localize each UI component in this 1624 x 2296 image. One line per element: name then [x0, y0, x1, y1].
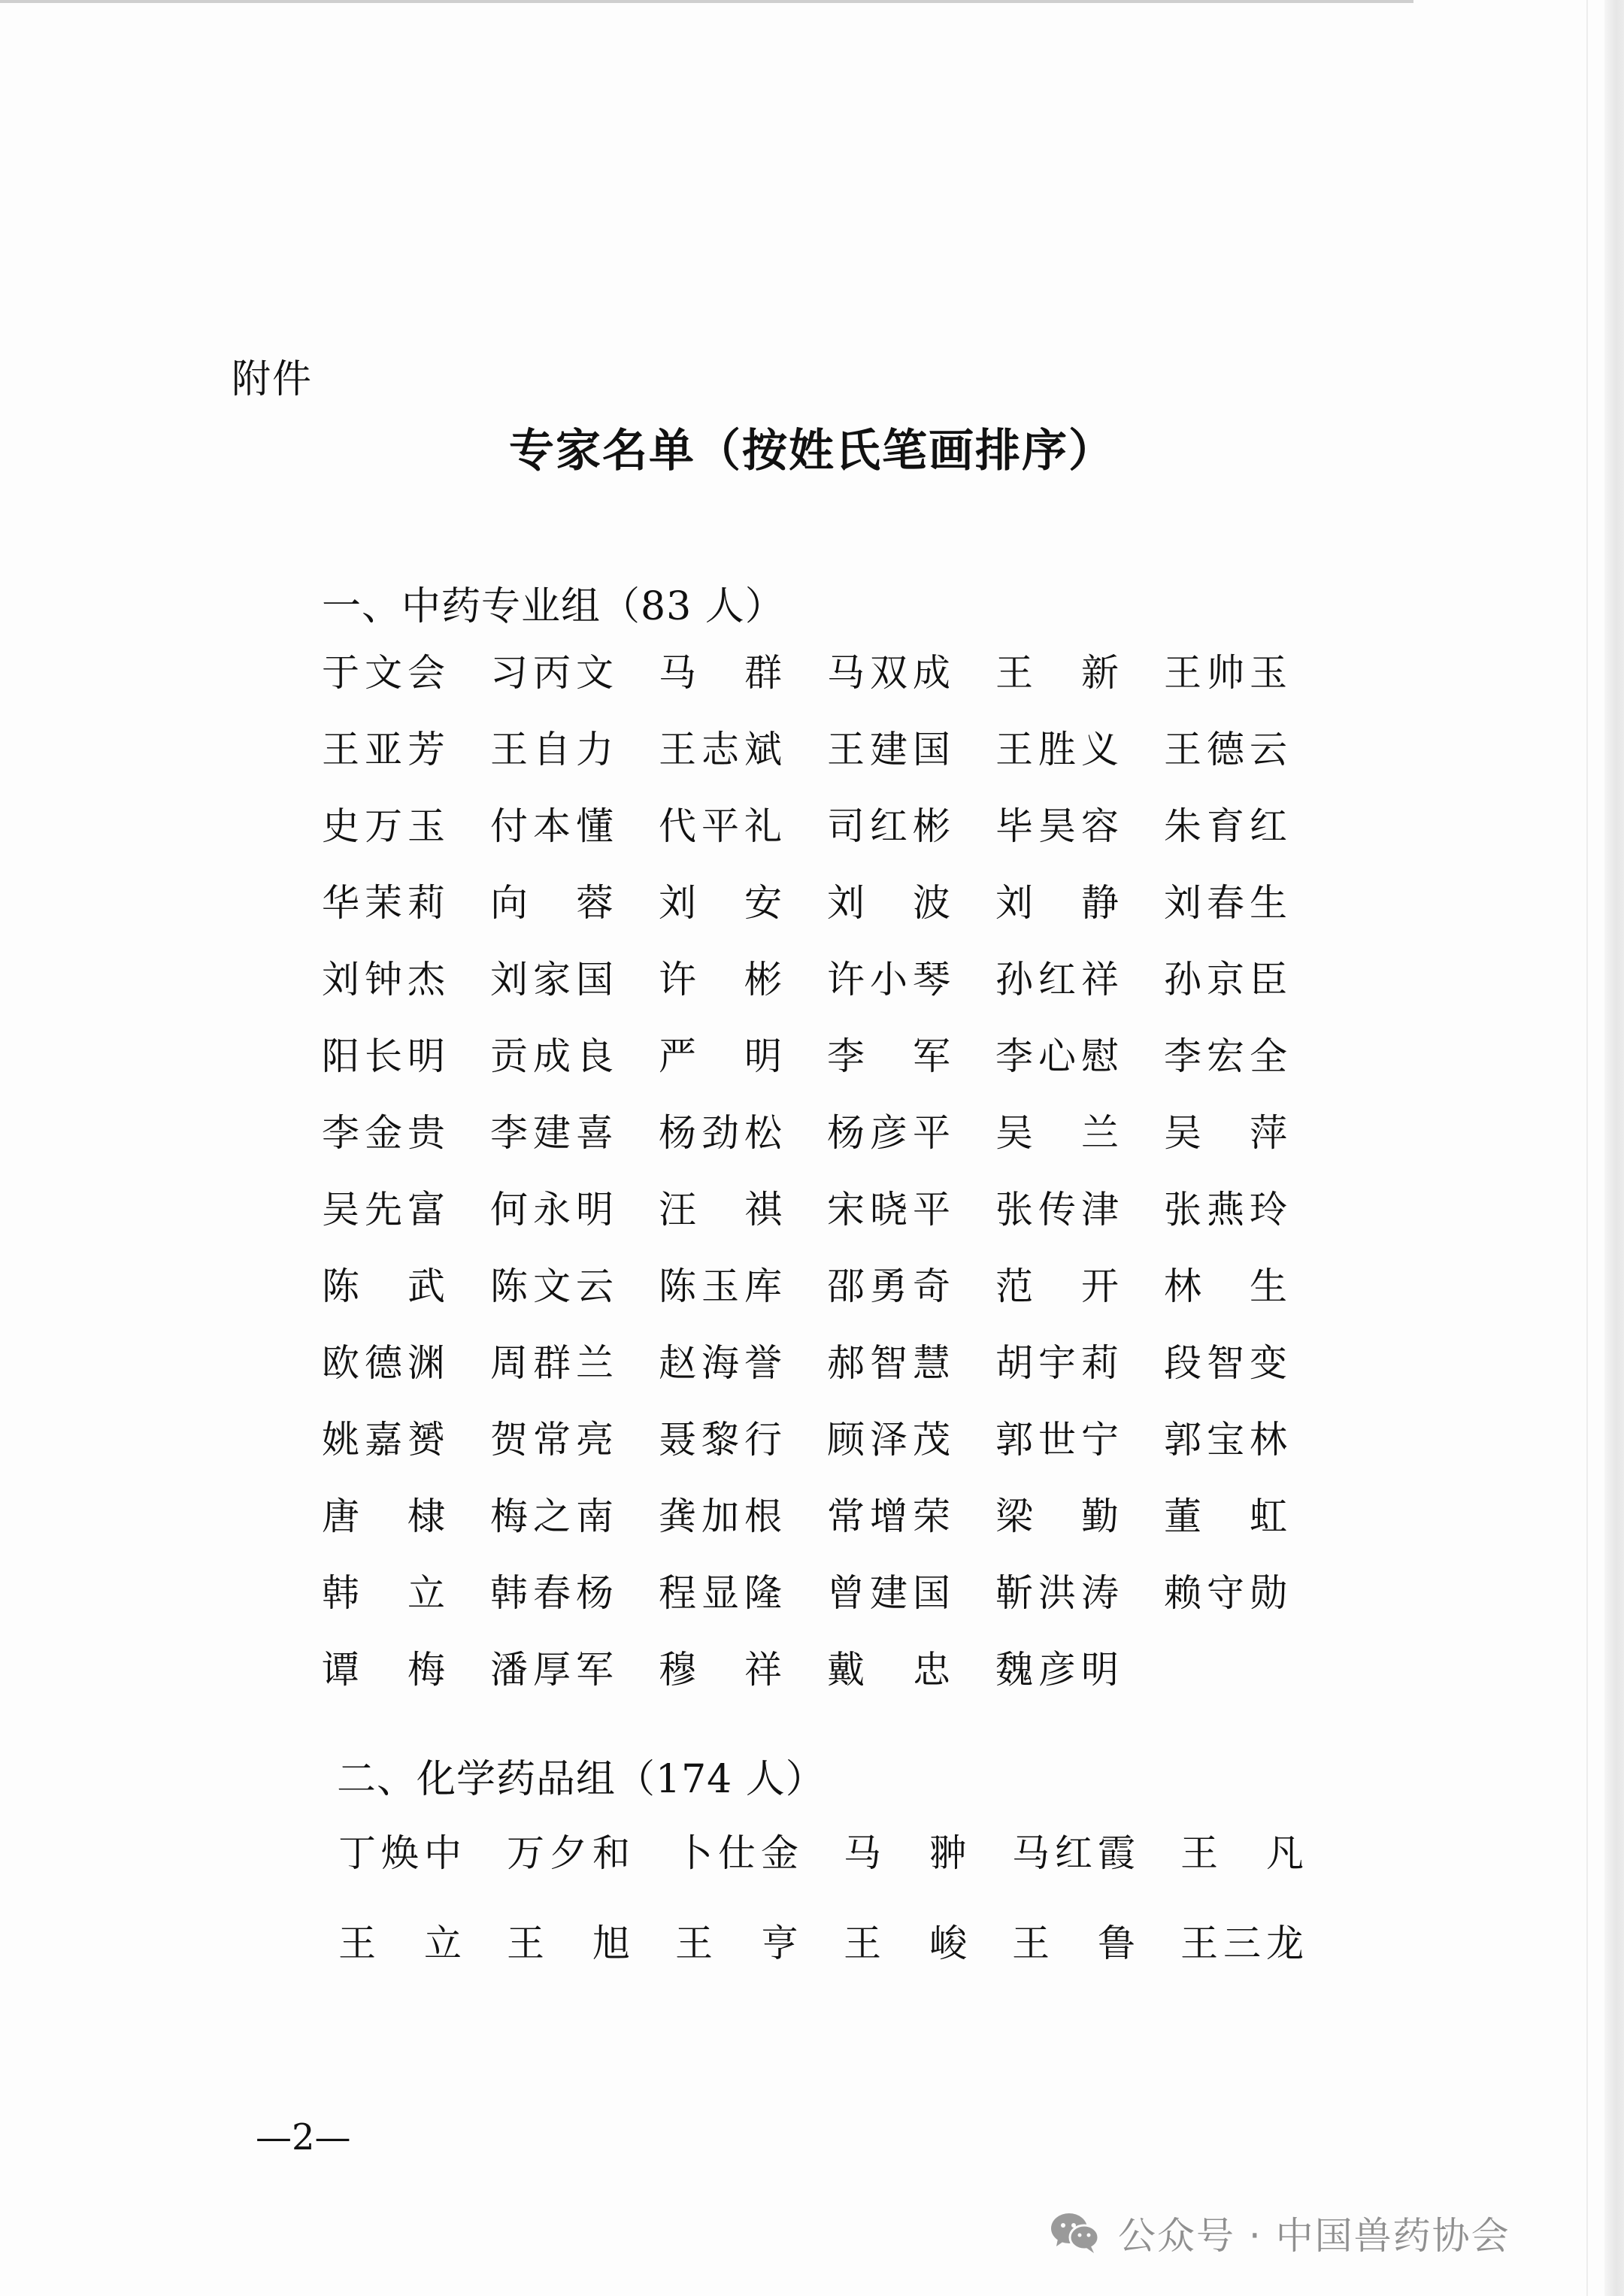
expert-name: 郭 宝 林 [1164, 1418, 1287, 1462]
name-grid-tcm [322, 647, 1332, 1720]
expert-name: 杨 彦 平 [827, 1111, 950, 1155]
expert-name: 王 立 [338, 1922, 462, 1965]
expert-name: 张 传 津 [995, 1188, 1119, 1231]
expert-name: 丁 焕 中 [338, 1831, 462, 1875]
expert-name: 刘 钟 杰 [322, 958, 445, 1001]
expert-name: 姚 嘉 赟 [322, 1418, 445, 1462]
expert-name: 汪 祺 [659, 1188, 782, 1231]
expert-name: 穆 祥 [659, 1648, 782, 1692]
expert-name: 王 旭 [507, 1922, 630, 1965]
expert-name: 马 双 成 [827, 651, 950, 695]
expert-name: 陈 文 云 [490, 1265, 614, 1308]
expert-name: 毕 昊 容 [995, 804, 1119, 848]
scan-right-line [1586, 0, 1588, 2296]
expert-name: 王 德 云 [1164, 728, 1287, 771]
group-heading-tcm: 一、中药专业组（83 人） [322, 584, 785, 629]
expert-name: 董 虹 [1164, 1495, 1287, 1538]
expert-name: 戴 忠 [827, 1648, 950, 1692]
expert-name: 唐 棣 [322, 1495, 445, 1538]
expert-name: 欧 德 渊 [322, 1341, 445, 1385]
expert-name: 王 新 [995, 651, 1119, 695]
expert-name: 范 开 [995, 1265, 1119, 1308]
expert-name: 马 红 霞 [1012, 1831, 1135, 1875]
expert-name: 王 胜 义 [995, 728, 1119, 771]
expert-name: 宋 晓 平 [827, 1188, 950, 1231]
expert-name: 王 亨 [675, 1922, 798, 1965]
expert-name: 韩 立 [322, 1571, 445, 1615]
expert-name: 卜 仕 金 [675, 1831, 798, 1875]
group-heading-chemical: 二、化学药品组（174 人） [337, 1757, 826, 1802]
expert-name: 段 智 变 [1164, 1341, 1287, 1385]
expert-name: 刘 春 生 [1164, 881, 1287, 925]
expert-name: 吴 兰 [995, 1111, 1119, 1155]
expert-name: 赵 海 誉 [659, 1341, 782, 1385]
expert-name: 朱 育 红 [1164, 804, 1287, 848]
page-title: 专家名单（按姓氏笔画排序） [509, 425, 1115, 477]
expert-name: 贡 成 良 [490, 1034, 614, 1078]
expert-name: 史 万 玉 [322, 804, 445, 848]
page-number: —2— [256, 2116, 351, 2158]
expert-name: 于 文 会 [322, 651, 445, 695]
expert-name: 马 翀 [844, 1831, 967, 1875]
watermark-text: 公众号 · 中国兽药协会 [1118, 2214, 1510, 2258]
expert-name: 许 小 琴 [827, 958, 950, 1001]
wechat-icon [1049, 2210, 1101, 2255]
expert-name: 邵 勇 奇 [827, 1265, 950, 1308]
expert-name: 贺 常 亮 [490, 1418, 614, 1462]
expert-name: 王 三 龙 [1180, 1922, 1304, 1965]
expert-name: 李 建 喜 [490, 1111, 614, 1155]
expert-name: 常 增 荣 [827, 1495, 950, 1538]
expert-name: 代 平 礼 [659, 804, 782, 848]
expert-name: 王 峻 [844, 1922, 967, 1965]
watermark [1049, 2203, 1510, 2263]
expert-name: 王 鲁 [1012, 1922, 1135, 1965]
expert-name: 王 建 国 [827, 728, 950, 771]
scan-top-edge [0, 0, 1413, 3]
expert-name: 聂 黎 行 [659, 1418, 782, 1462]
expert-name: 梅 之 南 [490, 1495, 614, 1538]
expert-name: 潘 厚 军 [490, 1648, 614, 1692]
expert-name: 王 帅 玉 [1164, 651, 1287, 695]
expert-name: 杨 劲 松 [659, 1111, 782, 1155]
expert-name: 许 彬 [659, 958, 782, 1001]
expert-name: 习 丙 文 [490, 651, 614, 695]
expert-name: 梁 勤 [995, 1495, 1119, 1538]
expert-name: 魏 彦 明 [995, 1648, 1119, 1692]
attachment-label: 附件 [232, 357, 314, 402]
expert-name: 郭 世 宁 [995, 1418, 1119, 1462]
expert-name: 刘 静 [995, 881, 1119, 925]
expert-name: 韩 春 杨 [490, 1571, 614, 1615]
expert-name: 严 明 [659, 1034, 782, 1078]
expert-name: 李 金 贵 [322, 1111, 445, 1155]
expert-name: 靳 洪 涛 [995, 1571, 1119, 1615]
expert-name: 王 亚 芳 [322, 728, 445, 771]
expert-name: 吴 萍 [1164, 1111, 1287, 1155]
expert-name: 万 夕 和 [507, 1831, 630, 1875]
expert-name: 陈 玉 库 [659, 1265, 782, 1308]
expert-name: 付 本 懂 [490, 804, 614, 848]
expert-name: 谭 梅 [322, 1648, 445, 1692]
expert-name: 司 红 彬 [827, 804, 950, 848]
expert-name: 华 茉 莉 [322, 881, 445, 925]
expert-name: 李 军 [827, 1034, 950, 1078]
expert-name: 周 群 兰 [490, 1341, 614, 1385]
expert-name: 刘 家 国 [490, 958, 614, 1001]
expert-name: 胡 宇 莉 [995, 1341, 1119, 1385]
expert-name: 郝 智 慧 [827, 1341, 950, 1385]
expert-name: 李 心 慰 [995, 1034, 1119, 1078]
expert-name: 孙 京 臣 [1164, 958, 1287, 1001]
expert-name: 向 蓉 [490, 881, 614, 925]
expert-name: 刘 安 [659, 881, 782, 925]
expert-name: 龚 加 根 [659, 1495, 782, 1538]
scan-right-edge [1604, 0, 1624, 2296]
expert-name: 刘 波 [827, 881, 950, 925]
expert-name: 张 燕 玲 [1164, 1188, 1287, 1231]
expert-name: 吴 先 富 [322, 1188, 445, 1231]
expert-name: 何 永 明 [490, 1188, 614, 1231]
expert-name: 王 自 力 [490, 728, 614, 771]
expert-name: 程 显 隆 [659, 1571, 782, 1615]
expert-name: 王 志 斌 [659, 728, 782, 771]
expert-name: 林 生 [1164, 1265, 1287, 1308]
name-grid-chemical [338, 1827, 1349, 2007]
expert-name: 赖 守 勋 [1164, 1571, 1287, 1615]
expert-name: 孙 红 祥 [995, 958, 1119, 1001]
expert-name: 曾 建 国 [827, 1571, 950, 1615]
expert-name: 陈 武 [322, 1265, 445, 1308]
expert-name: 阳 长 明 [322, 1034, 445, 1078]
expert-name: 李 宏 全 [1164, 1034, 1287, 1078]
expert-name: 马 群 [659, 651, 782, 695]
expert-name: 王 凡 [1180, 1831, 1304, 1875]
expert-name: 顾 泽 茂 [827, 1418, 950, 1462]
